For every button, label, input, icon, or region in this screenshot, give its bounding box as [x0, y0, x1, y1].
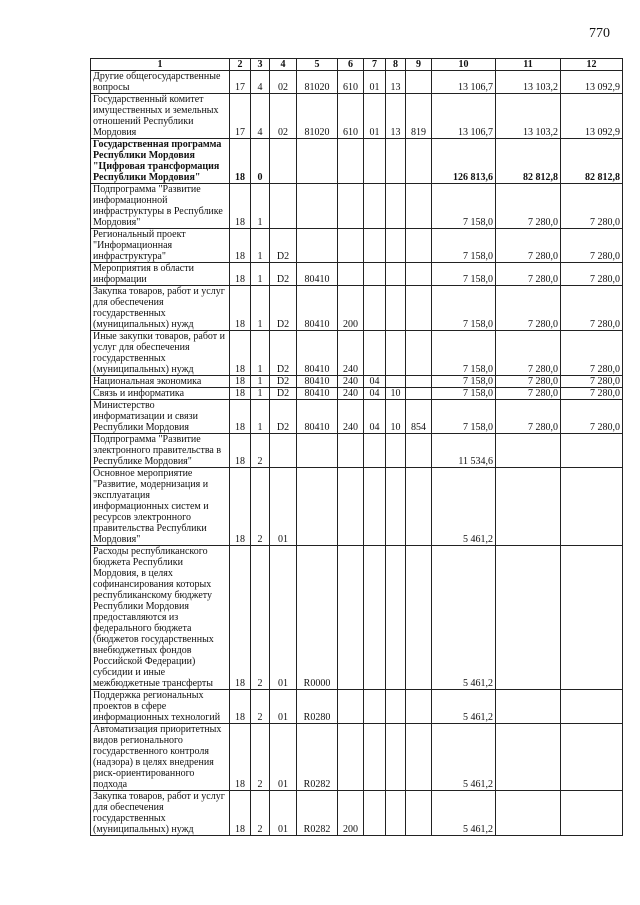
code-cell: 18: [230, 690, 251, 724]
code-cell: [406, 388, 432, 400]
table-row: [91, 331, 623, 376]
code-cell: [406, 434, 432, 468]
code-cell: [297, 184, 338, 229]
code-cell: 200: [338, 791, 364, 836]
amount-cell: 13 092,9: [561, 94, 623, 139]
code-cell: 01: [270, 791, 297, 836]
code-cell: 80410: [297, 263, 338, 286]
code-cell: 2: [251, 791, 270, 836]
table-row: [91, 263, 623, 286]
column-header: 12: [561, 59, 623, 71]
code-cell: 04: [364, 400, 386, 434]
row-name-cell: Иные закупки товаров, работ и услуг для обеспечения государственных (муниципальных) нужд: [91, 331, 230, 376]
code-cell: [364, 331, 386, 376]
code-cell: 18: [230, 229, 251, 263]
table-row: [91, 184, 623, 229]
code-cell: 17: [230, 71, 251, 94]
amount-cell: 7 280,0: [496, 331, 561, 376]
code-cell: D2: [270, 400, 297, 434]
row-name-cell: Подпрограмма "Развитие электронного правительства в Республике Мордовия": [91, 434, 230, 468]
table-row: [91, 388, 623, 400]
code-cell: 1: [251, 229, 270, 263]
code-cell: 02: [270, 71, 297, 94]
code-cell: [406, 376, 432, 388]
code-cell: [364, 724, 386, 791]
code-cell: 18: [230, 184, 251, 229]
amount-cell: 5 461,2: [432, 724, 496, 791]
row-name-cell: Региональный проект "Информационная инфраструктура": [91, 229, 230, 263]
amount-cell: [561, 546, 623, 690]
code-cell: 4: [251, 71, 270, 94]
code-cell: R0282: [297, 724, 338, 791]
code-cell: 04: [364, 376, 386, 388]
code-cell: 18: [230, 468, 251, 546]
code-cell: D2: [270, 286, 297, 331]
code-cell: [386, 546, 406, 690]
code-cell: [406, 286, 432, 331]
code-cell: 81020: [297, 71, 338, 94]
code-cell: 240: [338, 388, 364, 400]
code-cell: [270, 184, 297, 229]
code-cell: [386, 690, 406, 724]
code-cell: [386, 184, 406, 229]
code-cell: [297, 229, 338, 263]
code-cell: 18: [230, 263, 251, 286]
code-cell: 80410: [297, 286, 338, 331]
code-cell: 01: [270, 690, 297, 724]
code-cell: [338, 263, 364, 286]
code-cell: 240: [338, 331, 364, 376]
column-header: 8: [386, 59, 406, 71]
code-cell: D2: [270, 388, 297, 400]
amount-cell: 7 158,0: [432, 376, 496, 388]
table-row: [91, 94, 623, 139]
code-cell: [364, 229, 386, 263]
code-cell: 18: [230, 331, 251, 376]
code-cell: 18: [230, 434, 251, 468]
code-cell: 18: [230, 724, 251, 791]
code-cell: [364, 434, 386, 468]
amount-cell: 7 280,0: [496, 286, 561, 331]
amount-cell: [496, 791, 561, 836]
code-cell: [386, 139, 406, 184]
code-cell: 1: [251, 376, 270, 388]
code-cell: 2: [251, 690, 270, 724]
table-row: [91, 546, 623, 690]
column-header: 9: [406, 59, 432, 71]
code-cell: 13: [386, 94, 406, 139]
code-cell: [406, 546, 432, 690]
amount-cell: [561, 434, 623, 468]
row-name-cell: Основное мероприятие "Развитие, модернизация и эксплуатация информационных систем и ресурсов электронного правительства Республики Мордовия": [91, 468, 230, 546]
column-header: 11: [496, 59, 561, 71]
code-cell: [338, 434, 364, 468]
row-name-cell: Национальная экономика: [91, 376, 230, 388]
code-cell: 81020: [297, 94, 338, 139]
code-cell: 02: [270, 94, 297, 139]
amount-cell: 7 280,0: [561, 376, 623, 388]
table-row: [91, 139, 623, 184]
amount-cell: 7 158,0: [432, 184, 496, 229]
code-cell: [386, 791, 406, 836]
column-header: 10: [432, 59, 496, 71]
code-cell: 10: [386, 400, 406, 434]
amount-cell: 13 092,9: [561, 71, 623, 94]
code-cell: 1: [251, 263, 270, 286]
code-cell: 80410: [297, 400, 338, 434]
amount-cell: 5 461,2: [432, 546, 496, 690]
amount-cell: 7 280,0: [561, 388, 623, 400]
column-header: 3: [251, 59, 270, 71]
code-cell: [386, 229, 406, 263]
code-cell: [364, 184, 386, 229]
code-cell: 610: [338, 71, 364, 94]
code-cell: 80410: [297, 388, 338, 400]
table-row: [91, 468, 623, 546]
code-cell: 18: [230, 791, 251, 836]
amount-cell: 5 461,2: [432, 791, 496, 836]
amount-cell: [496, 434, 561, 468]
code-cell: [406, 229, 432, 263]
amount-cell: 7 280,0: [561, 331, 623, 376]
amount-cell: 7 280,0: [496, 229, 561, 263]
page-number: 770: [589, 26, 610, 41]
code-cell: 610: [338, 94, 364, 139]
code-cell: 1: [251, 388, 270, 400]
code-cell: 2: [251, 434, 270, 468]
code-cell: [406, 139, 432, 184]
code-cell: [406, 724, 432, 791]
code-cell: [386, 434, 406, 468]
amount-cell: [496, 724, 561, 791]
code-cell: [338, 468, 364, 546]
code-cell: R0000: [297, 546, 338, 690]
table-row: [91, 286, 623, 331]
amount-cell: 7 280,0: [496, 388, 561, 400]
code-cell: [364, 263, 386, 286]
amount-cell: 7 158,0: [432, 388, 496, 400]
row-name-cell: Закупка товаров, работ и услуг для обеспечения государственных (муниципальных) нужд: [91, 286, 230, 331]
code-cell: [338, 229, 364, 263]
code-cell: [297, 139, 338, 184]
row-name-cell: Министерство информатизации и связи Республики Мордовия: [91, 400, 230, 434]
code-cell: D2: [270, 376, 297, 388]
table-row: [91, 400, 623, 434]
code-cell: 1: [251, 331, 270, 376]
code-cell: 1: [251, 400, 270, 434]
code-cell: 18: [230, 376, 251, 388]
code-cell: [338, 724, 364, 791]
amount-cell: [496, 690, 561, 724]
code-cell: [364, 690, 386, 724]
code-cell: [386, 468, 406, 546]
row-name-cell: Расходы республиканского бюджета Республики Мордовия, в целях софинансирования которых республиканскому бюджету Республики Мордовия предоставляются из федерального бюджета (бюджетов государственных внебюджетных фондов Российской Федерации) субсидии и иные межбюджетные трансферты: [91, 546, 230, 690]
code-cell: [364, 139, 386, 184]
code-cell: 819: [406, 94, 432, 139]
code-cell: 01: [270, 468, 297, 546]
amount-cell: 13 103,2: [496, 71, 561, 94]
amount-cell: 5 461,2: [432, 468, 496, 546]
amount-cell: 7 158,0: [432, 286, 496, 331]
code-cell: 80410: [297, 376, 338, 388]
code-cell: 18: [230, 546, 251, 690]
code-cell: D2: [270, 263, 297, 286]
code-cell: 18: [230, 388, 251, 400]
code-cell: [364, 791, 386, 836]
code-cell: [386, 376, 406, 388]
code-cell: [406, 263, 432, 286]
amount-cell: 13 103,2: [496, 94, 561, 139]
budget-table: [90, 58, 623, 836]
amount-cell: 126 813,6: [432, 139, 496, 184]
code-cell: [386, 331, 406, 376]
code-cell: [406, 690, 432, 724]
row-name-cell: Подпрограмма "Развитие информационной инфраструктуры в Республике Мордовия": [91, 184, 230, 229]
amount-cell: 7 158,0: [432, 263, 496, 286]
amount-cell: 7 280,0: [561, 184, 623, 229]
amount-cell: 11 534,6: [432, 434, 496, 468]
amount-cell: 7 280,0: [561, 229, 623, 263]
code-cell: [297, 468, 338, 546]
row-name-cell: Государственный комитет имущественных и земельных отношений Республики Мордовия: [91, 94, 230, 139]
amount-cell: 7 280,0: [561, 263, 623, 286]
code-cell: R0280: [297, 690, 338, 724]
table-row: [91, 434, 623, 468]
code-cell: [386, 724, 406, 791]
amount-cell: 7 280,0: [496, 263, 561, 286]
amount-cell: 7 280,0: [561, 286, 623, 331]
amount-cell: 7 280,0: [496, 184, 561, 229]
code-cell: 01: [364, 71, 386, 94]
code-cell: 1: [251, 286, 270, 331]
code-cell: 854: [406, 400, 432, 434]
amount-cell: [496, 546, 561, 690]
code-cell: [386, 263, 406, 286]
code-cell: [406, 331, 432, 376]
amount-cell: 82 812,8: [561, 139, 623, 184]
row-name-cell: Автоматизация приоритетных видов регионального государственного контроля (надзора) в целях внедрения риск-ориентированного подхода: [91, 724, 230, 791]
code-cell: D2: [270, 229, 297, 263]
code-cell: 01: [270, 724, 297, 791]
row-name-cell: Связь и информатика: [91, 388, 230, 400]
code-cell: [364, 468, 386, 546]
code-cell: 80410: [297, 331, 338, 376]
table-row: [91, 690, 623, 724]
code-cell: 13: [386, 71, 406, 94]
row-name-cell: Поддержка региональных проектов в сфере информационных технологий: [91, 690, 230, 724]
code-cell: [364, 286, 386, 331]
code-cell: [406, 468, 432, 546]
amount-cell: 7 280,0: [496, 400, 561, 434]
column-header: 2: [230, 59, 251, 71]
amount-cell: 13 106,7: [432, 94, 496, 139]
code-cell: D2: [270, 331, 297, 376]
code-cell: 2: [251, 724, 270, 791]
code-cell: [338, 690, 364, 724]
code-cell: 1: [251, 184, 270, 229]
table-row: [91, 791, 623, 836]
code-cell: 0: [251, 139, 270, 184]
code-cell: 2: [251, 468, 270, 546]
amount-cell: 13 106,7: [432, 71, 496, 94]
code-cell: [406, 71, 432, 94]
code-cell: 01: [270, 546, 297, 690]
code-cell: [270, 139, 297, 184]
code-cell: 01: [364, 94, 386, 139]
row-name-cell: Мероприятия в области информации: [91, 263, 230, 286]
amount-cell: 7 158,0: [432, 400, 496, 434]
amount-cell: 5 461,2: [432, 690, 496, 724]
row-name-cell: Другие общегосударственные вопросы: [91, 71, 230, 94]
code-cell: [338, 546, 364, 690]
code-cell: 10: [386, 388, 406, 400]
row-name-cell: Государственная программа Республики Мордовия "Цифровая трансформация Республики Мордовия": [91, 139, 230, 184]
code-cell: 18: [230, 139, 251, 184]
column-header: 5: [297, 59, 338, 71]
code-cell: 240: [338, 376, 364, 388]
row-name-cell: Закупка товаров, работ и услуг для обеспечения государственных (муниципальных) нужд: [91, 791, 230, 836]
column-header: 7: [364, 59, 386, 71]
code-cell: [364, 546, 386, 690]
amount-cell: [496, 468, 561, 546]
code-cell: 4: [251, 94, 270, 139]
table-header-row: [91, 59, 623, 71]
table-body: [91, 71, 623, 836]
code-cell: 240: [338, 400, 364, 434]
code-cell: 2: [251, 546, 270, 690]
code-cell: [270, 434, 297, 468]
code-cell: 200: [338, 286, 364, 331]
table-row: [91, 376, 623, 388]
amount-cell: 7 280,0: [496, 376, 561, 388]
column-header: 1: [91, 59, 230, 71]
code-cell: 04: [364, 388, 386, 400]
amount-cell: 7 280,0: [561, 400, 623, 434]
amount-cell: 7 158,0: [432, 229, 496, 263]
amount-cell: [561, 690, 623, 724]
amount-cell: [561, 791, 623, 836]
code-cell: [338, 184, 364, 229]
amount-cell: [561, 724, 623, 791]
code-cell: [297, 434, 338, 468]
column-header: 6: [338, 59, 364, 71]
code-cell: 18: [230, 400, 251, 434]
code-cell: [386, 286, 406, 331]
code-cell: 18: [230, 286, 251, 331]
table-row: [91, 71, 623, 94]
amount-cell: 82 812,8: [496, 139, 561, 184]
code-cell: [406, 791, 432, 836]
code-cell: R0282: [297, 791, 338, 836]
code-cell: 17: [230, 94, 251, 139]
code-cell: [406, 184, 432, 229]
table-row: [91, 724, 623, 791]
amount-cell: 7 158,0: [432, 331, 496, 376]
amount-cell: [561, 468, 623, 546]
column-header: 4: [270, 59, 297, 71]
code-cell: [338, 139, 364, 184]
table-row: [91, 229, 623, 263]
